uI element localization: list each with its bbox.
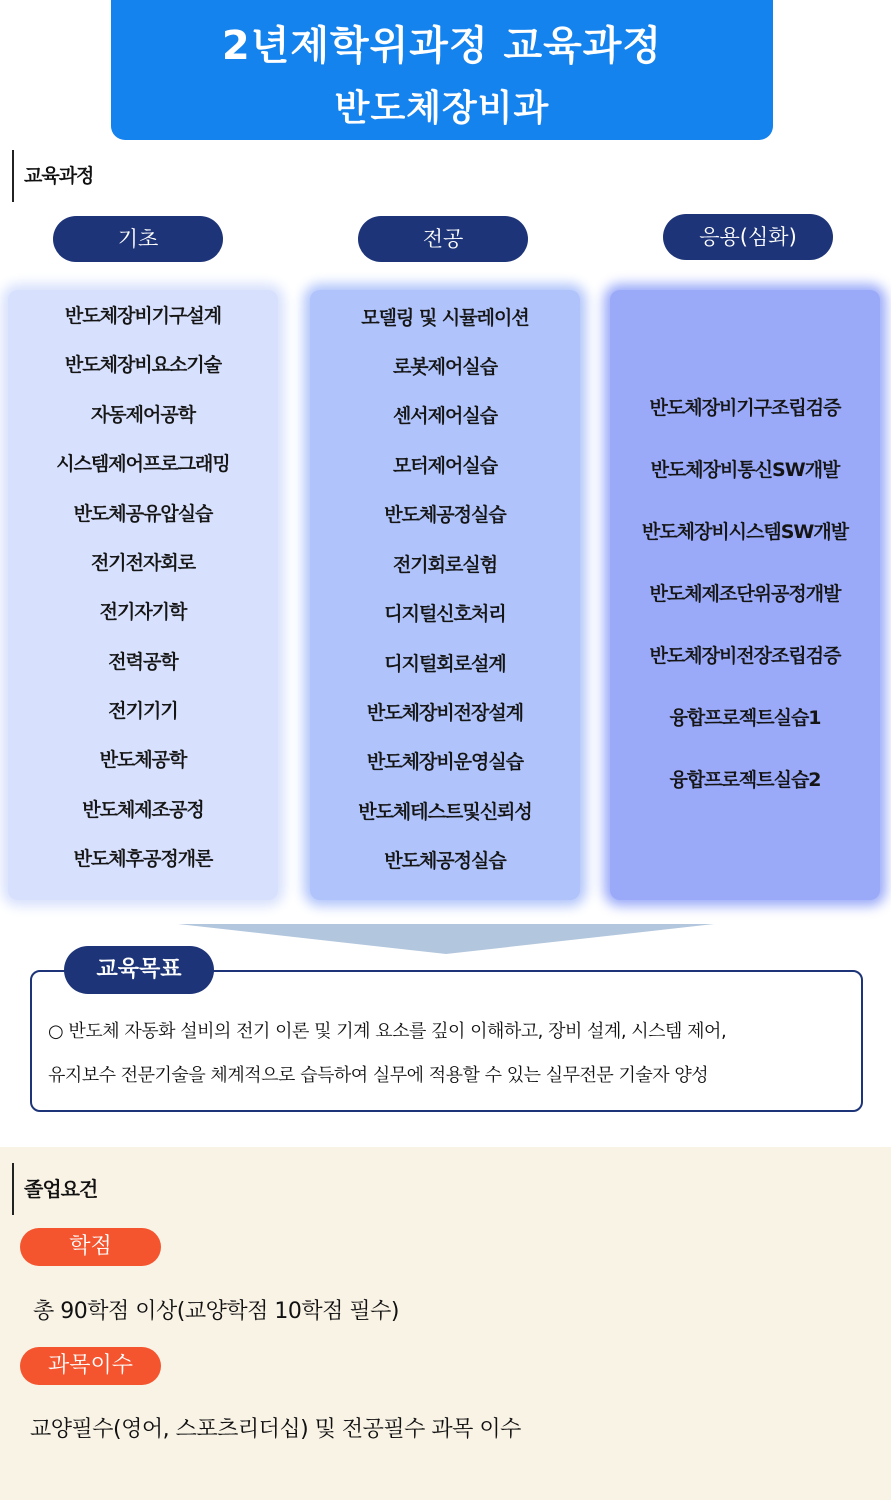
major-course-list	[310, 290, 580, 900]
education-goal-text-1: ○ 반도체 자동화 설비의 전기 이론 및 기계 요소를 깊이 이해하고, 장비 설계, 시스템 제어,	[48, 1021, 727, 1042]
category-advanced: 응용(심화)	[663, 214, 833, 260]
course-item: 반도체후공정개론	[73, 848, 213, 870]
department-title: 반도체장비과	[334, 88, 550, 129]
course-item: 모터제어실습	[392, 455, 498, 477]
course-item: 자동제어공학	[90, 404, 196, 426]
course-item: 모델링 및 시뮬레이션	[361, 307, 529, 329]
course-item: 반도체공유압실습	[73, 503, 213, 525]
course-item: 반도체장비운영실습	[366, 751, 524, 773]
course-item: 시스템제어프로그래밍	[56, 453, 230, 475]
course-item: 반도체장비전장조립검증	[649, 645, 841, 667]
course-item: 반도체장비기구설계	[64, 305, 222, 327]
course-item: 반도체장비전장설계	[366, 702, 524, 724]
page-title: 2년제학위과정 교육과정	[221, 23, 663, 69]
credits-requirement: 총 90학점 이상(교양학점 10학점 필수)	[33, 1299, 399, 1324]
course-item: 로봇제어실습	[392, 356, 498, 378]
course-item: 반도체공정실습	[384, 850, 506, 872]
course-item: 전기전자회로	[90, 552, 196, 574]
graduation-requirements-panel	[0, 1147, 891, 1500]
course-item: 센서제어실습	[392, 405, 498, 427]
courses-requirement: 교양필수(영어, 스포츠리더십) 및 전공필수 과목 이수	[30, 1417, 521, 1442]
down-arrow-icon	[178, 922, 714, 956]
title-banner	[111, 0, 773, 140]
curriculum-heading: 교육과정	[12, 150, 93, 202]
course-item: 반도체장비시스템SW개발	[641, 521, 849, 543]
course-item: 반도체제조공정	[82, 799, 204, 821]
courses-label: 과목이수	[20, 1347, 161, 1385]
course-item: 반도체공학	[99, 749, 187, 771]
course-item: 융합프로젝트실습2	[669, 769, 821, 791]
course-item: 전기자기학	[99, 601, 187, 623]
course-item: 반도체제조단위공정개발	[649, 583, 841, 605]
course-item: 반도체장비통신SW개발	[650, 459, 840, 481]
category-major: 전공	[358, 216, 528, 262]
course-item: 반도체장비기구조립검증	[649, 397, 841, 419]
advanced-course-list	[610, 290, 880, 900]
education-goal-label: 교육목표	[64, 946, 214, 994]
course-item: 전기기기	[108, 700, 178, 722]
course-item: 전기회로실험	[392, 554, 498, 576]
course-item: 디지털회로설계	[384, 653, 506, 675]
course-item: 반도체테스트및신뢰성	[358, 801, 532, 823]
education-goal-text-2: 유지보수 전문기술을 체계적으로 습득하여 실무에 적용할 수 있는 실무전문 기술자 양성	[48, 1065, 709, 1086]
course-item: 반도체장비요소기술	[64, 354, 222, 376]
credits-label: 학점	[20, 1228, 161, 1266]
course-item: 반도체공정실습	[384, 504, 506, 526]
graduation-heading: 졸업요건	[12, 1163, 97, 1215]
category-basic: 기초	[53, 216, 223, 262]
course-item: 전력공학	[108, 651, 178, 673]
course-item: 융합프로젝트실습1	[669, 707, 821, 729]
course-item: 디지털신호처리	[384, 603, 506, 625]
basic-course-list	[8, 290, 278, 900]
